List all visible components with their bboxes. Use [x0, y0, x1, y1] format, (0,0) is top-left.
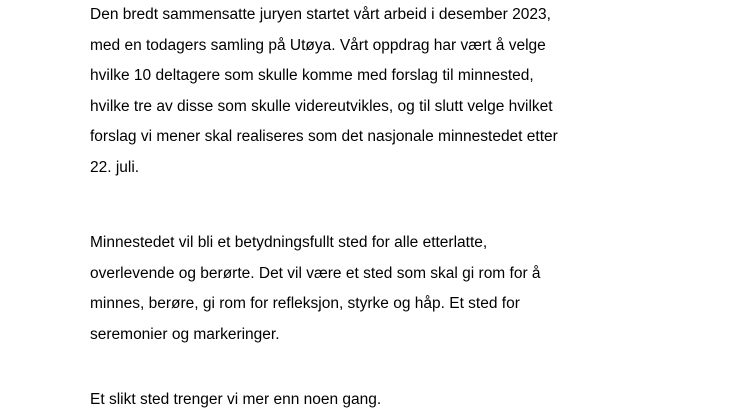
paragraph-memorial-purpose: Minnestedet vil bli et betydningsfullt sted for alle etterlatte, overlevende og berørte. Det vil være et sted som skal gi rom for å minnes, berøre, gi rom for refleksjon, styrke og håp. Et sted for seremonier og markeringer.: [90, 234, 541, 343]
paragraph-closing: Et slikt sted trenger vi mer enn noen gang.: [90, 391, 382, 408]
paragraph-jury-work: Den bredt sammensatte juryen startet vårt arbeid i desember 2023, med en todagers samling på Utøya. Vårt oppdrag har vært å velge hvilke 10 deltagere som skulle komme med forslag til minnested, hvilke tre av disse som skulle videreutvikles, og til slutt velge hvilket forslag vi mener skal realiseres som det nasjonale minnestedet etter 22. juli.: [90, 6, 558, 176]
